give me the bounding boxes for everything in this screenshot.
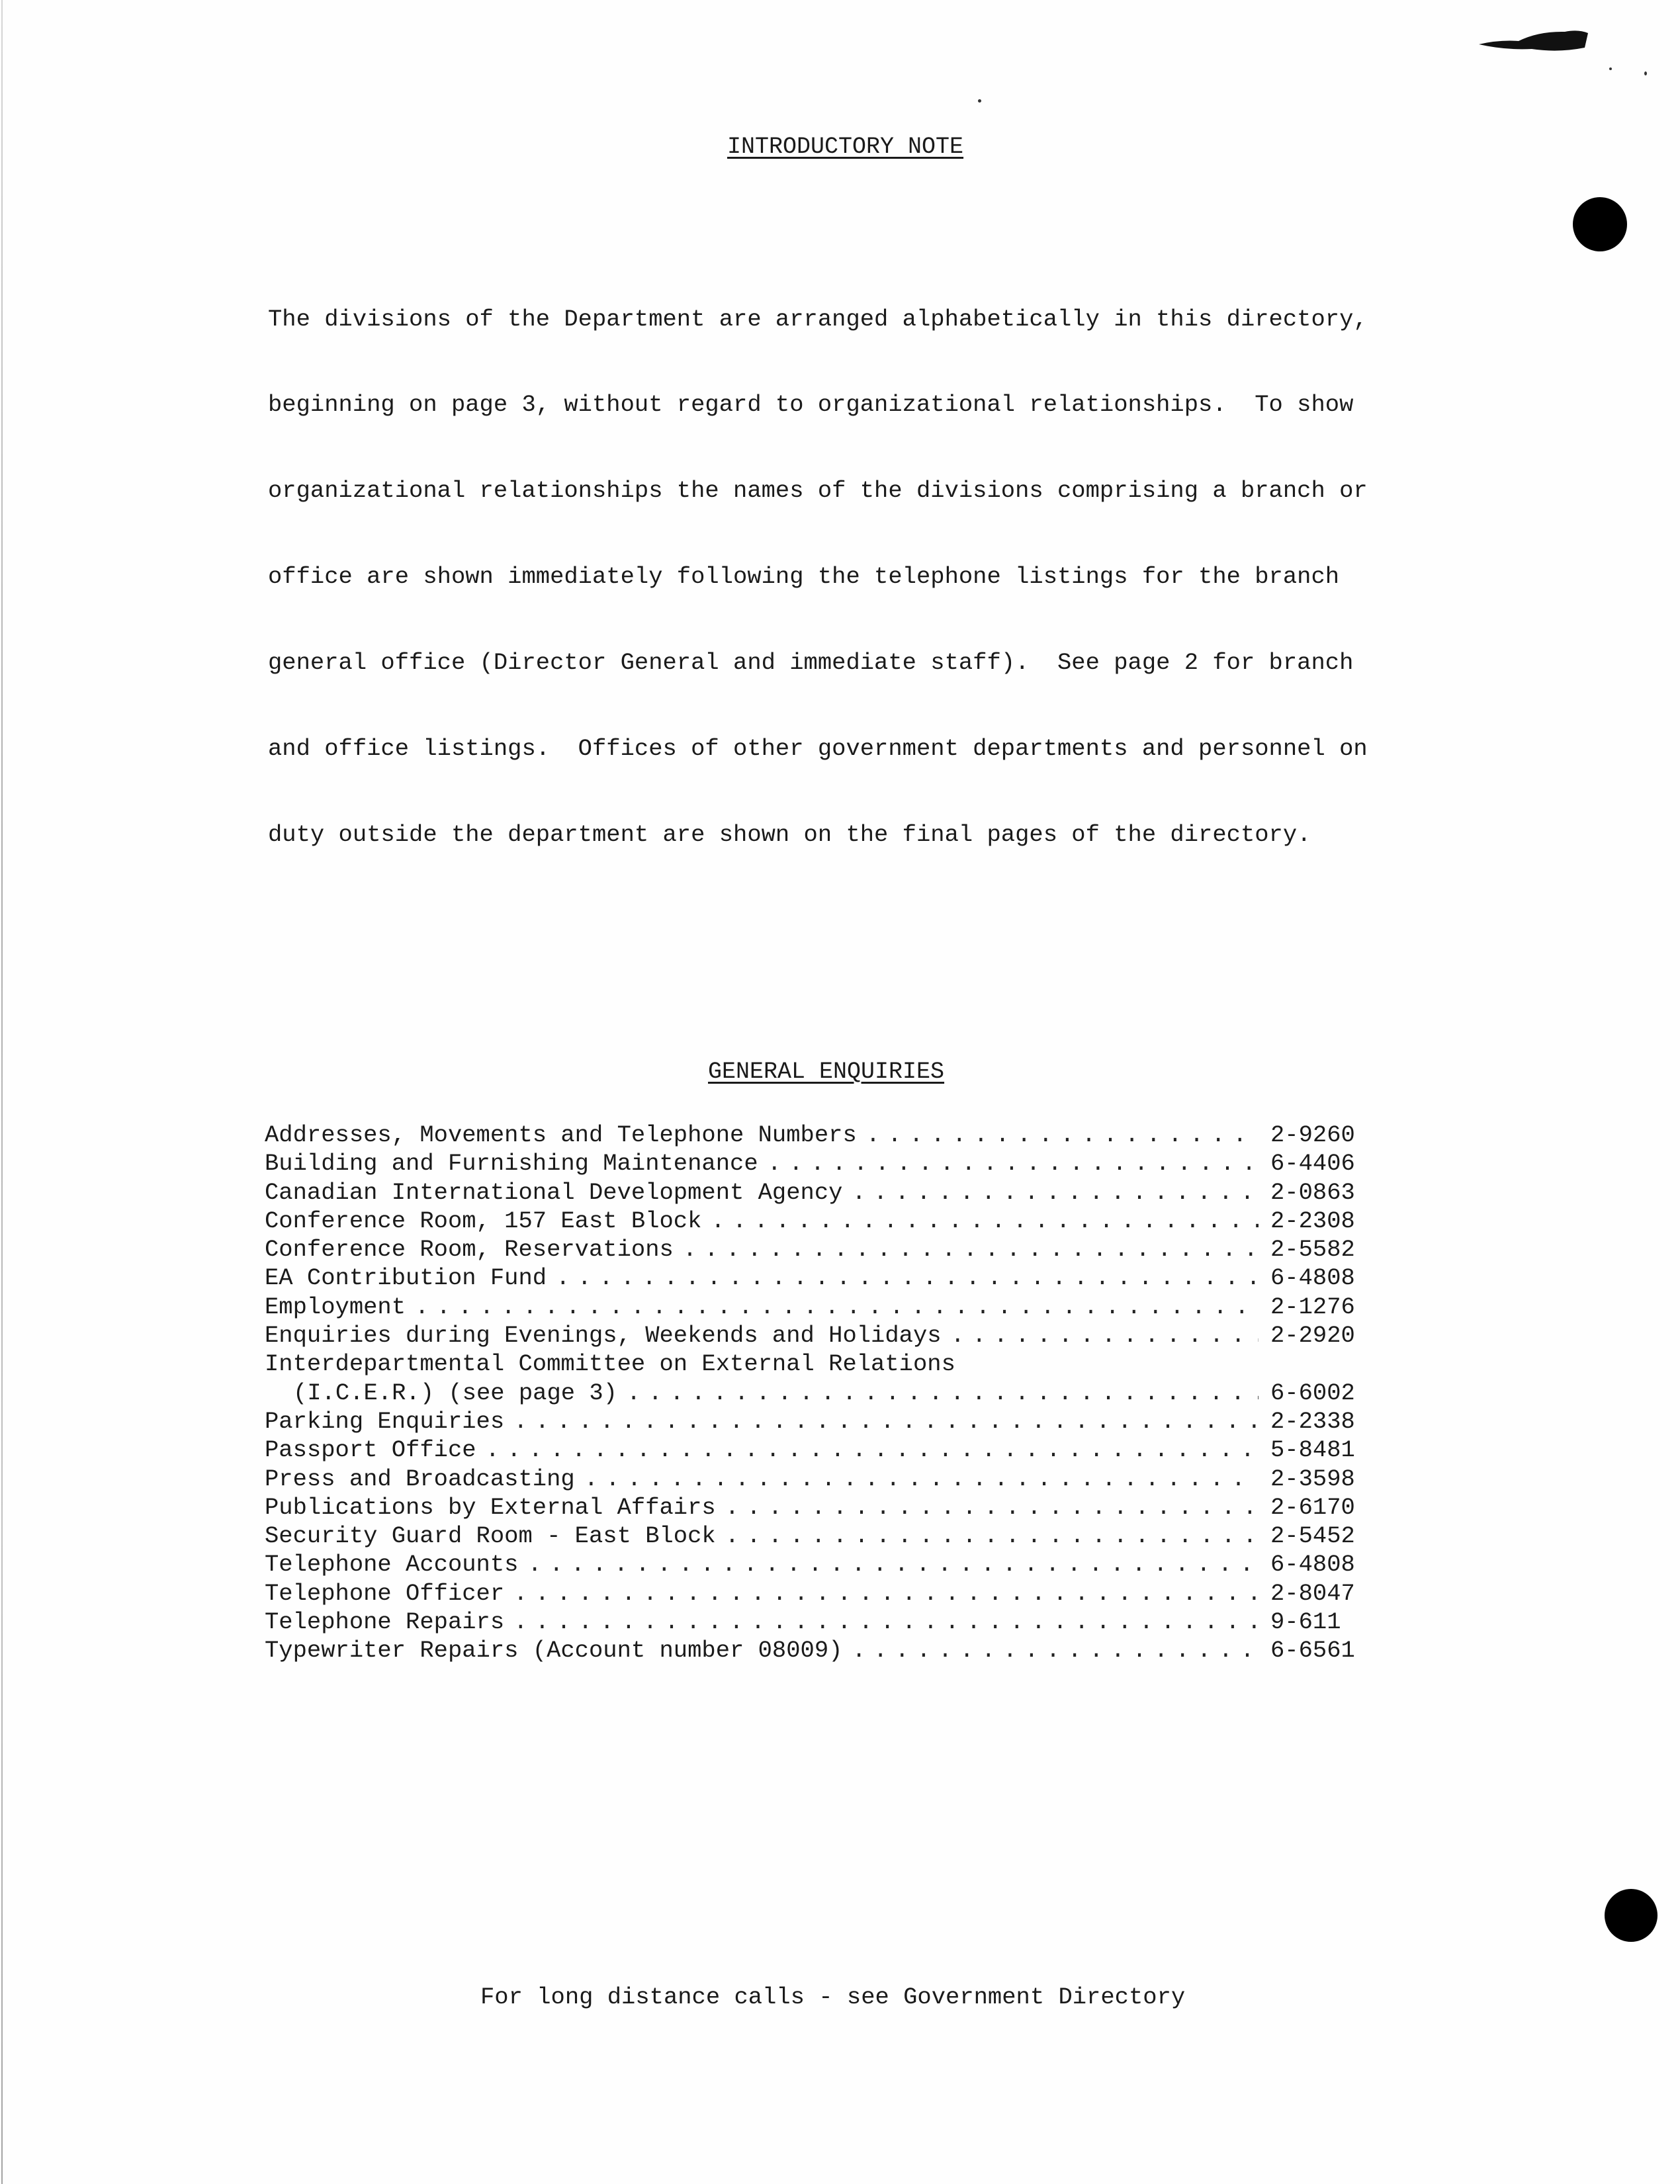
dot-leader: [725, 1493, 1259, 1522]
list-item: [265, 1350, 1376, 1378]
general-enquiries-list: [265, 1121, 1376, 1665]
speck: [1644, 71, 1647, 75]
general-enquiries-title: GENERAL ENQUIRIES: [708, 1059, 945, 1085]
entry-phone: 6-4808: [1270, 1264, 1355, 1292]
entry-phone: 2-9260: [1270, 1121, 1355, 1149]
intro-line: organizational relationships the names of the divisions comprising a branch or: [268, 477, 1368, 505]
dot-leader: [513, 1579, 1259, 1608]
introductory-note-title: INTRODUCTORY NOTE: [727, 134, 964, 160]
entry-phone: 5-8481: [1270, 1436, 1355, 1464]
entry-label: Building and Furnishing Maintenance: [265, 1150, 758, 1178]
intro-line: office are shown immediately following the telephone listings for the branch: [268, 563, 1340, 591]
list-item: [265, 1379, 1376, 1407]
dot-leader: [627, 1379, 1259, 1407]
entry-label: Passport Office: [265, 1436, 476, 1464]
entry-phone: 2-1276: [1270, 1293, 1355, 1321]
entry-phone: 2-2308: [1270, 1207, 1355, 1235]
punch-hole: [1573, 197, 1627, 251]
introductory-note-body: [268, 247, 1406, 906]
intro-line: The divisions of the Department are arranged alphabetically in this directory,: [268, 305, 1368, 333]
entry-phone: 6-6002: [1270, 1379, 1355, 1407]
entry-label: Conference Room, Reservations: [265, 1236, 674, 1264]
entry-label: Telephone Repairs: [265, 1608, 505, 1636]
entry-phone: 2-5452: [1270, 1522, 1355, 1550]
dot-leader: [768, 1149, 1259, 1178]
entry-phone: 2-5582: [1270, 1236, 1355, 1264]
dot-leader: [584, 1465, 1259, 1493]
dot-leader: [852, 1636, 1259, 1665]
list-item: [265, 1465, 1376, 1493]
entry-phone: 2-2920: [1270, 1322, 1355, 1350]
entry-phone: 2-6170: [1270, 1493, 1355, 1521]
dot-leader: [486, 1436, 1259, 1464]
list-item: [265, 1293, 1376, 1321]
list-item: [265, 1608, 1376, 1636]
dot-leader: [415, 1293, 1259, 1321]
list-item: [265, 1407, 1376, 1436]
scan-edge-line: [1, 0, 3, 2184]
dot-leader: [711, 1207, 1259, 1235]
list-item: [265, 1207, 1376, 1235]
speck: [978, 99, 981, 103]
dot-leader: [513, 1407, 1259, 1436]
list-item: [265, 1436, 1376, 1464]
dot-leader: [556, 1264, 1259, 1292]
entry-label: Interdepartmental Committee on External Relations: [265, 1350, 955, 1378]
list-item: [265, 1149, 1376, 1178]
entry-label: Canadian International Development Agency: [265, 1178, 843, 1206]
entry-phone: 2-8047: [1270, 1579, 1355, 1607]
entry-phone: 6-4808: [1270, 1551, 1355, 1579]
intro-line: and office listings. Offices of other government departments and personnel on: [268, 735, 1368, 763]
entry-label: Parking Enquiries: [265, 1407, 505, 1435]
list-item: [265, 1321, 1376, 1350]
dot-leader: [527, 1550, 1259, 1579]
intro-line: general office (Director General and immediate staff). See page 2 for branch: [268, 649, 1354, 677]
list-item: [265, 1636, 1376, 1665]
entry-phone: 9-611: [1270, 1608, 1341, 1636]
entry-label: EA Contribution Fund: [265, 1264, 547, 1292]
entry-phone: 2-2338: [1270, 1407, 1355, 1435]
dot-leader: [683, 1235, 1259, 1264]
dot-leader: [866, 1121, 1259, 1149]
entry-label: Press and Broadcasting: [265, 1465, 575, 1493]
list-item: [265, 1235, 1376, 1264]
entry-label: Conference Room, 157 East Block: [265, 1207, 702, 1235]
entry-label: Addresses, Movements and Telephone Numbers: [265, 1121, 857, 1149]
dot-leader: [513, 1608, 1259, 1636]
list-item: [265, 1579, 1376, 1608]
ink-smudge: [1479, 28, 1595, 54]
intro-line: beginning on page 3, without regard to organizational relationships. To show: [268, 391, 1354, 419]
list-item: [265, 1493, 1376, 1522]
list-item: [265, 1178, 1376, 1207]
speck: [1609, 67, 1612, 70]
list-item: [265, 1121, 1376, 1149]
list-item: [265, 1264, 1376, 1292]
dot-leader: [951, 1321, 1259, 1350]
entry-phone: 6-6561: [1270, 1637, 1355, 1665]
entry-phone: 2-0863: [1270, 1178, 1355, 1206]
entry-label: Telephone Accounts: [265, 1551, 519, 1579]
entry-label: Typewriter Repairs (Account number 08009): [265, 1637, 843, 1665]
entry-label: Enquiries during Evenings, Weekends and Holidays: [265, 1322, 942, 1350]
entry-label: Employment: [265, 1293, 406, 1321]
entry-label: Telephone Officer: [265, 1579, 505, 1607]
entry-phone: 2-3598: [1270, 1465, 1355, 1493]
entry-label: (I.C.E.R.) (see page 3): [293, 1379, 617, 1407]
intro-line: duty outside the department are shown on the final pages of the directory.: [268, 820, 1311, 848]
dot-leader: [852, 1178, 1259, 1207]
entry-label: Publications by External Affairs: [265, 1493, 716, 1521]
punch-hole: [1605, 1889, 1658, 1942]
list-item: [265, 1550, 1376, 1579]
dot-leader: [725, 1522, 1259, 1550]
footer-note: For long distance calls - see Government Directory: [480, 1984, 1186, 2011]
list-item: [265, 1522, 1376, 1550]
entry-label: Security Guard Room - East Block: [265, 1522, 716, 1550]
entry-phone: 6-4406: [1270, 1150, 1355, 1178]
